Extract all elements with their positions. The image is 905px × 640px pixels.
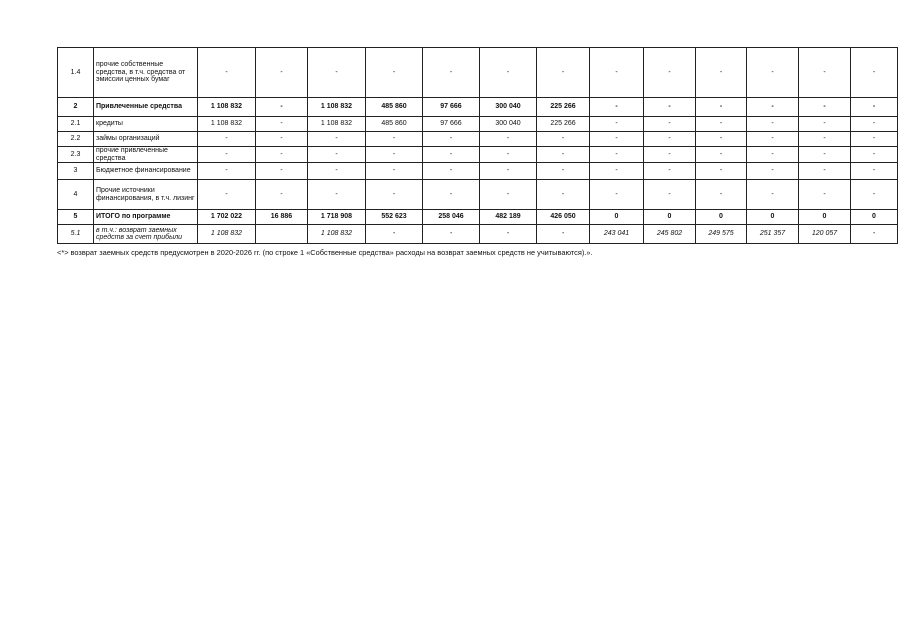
value-cell: -	[799, 163, 851, 180]
table-row	[58, 132, 898, 147]
value-cell: 251 357	[747, 225, 799, 244]
value-cell: -	[366, 147, 423, 163]
value-cell: -	[590, 180, 644, 210]
value-cell	[256, 225, 308, 244]
value-cell: -	[644, 98, 696, 117]
value-cell: -	[747, 132, 799, 147]
value-cell: 482 189	[480, 210, 537, 225]
value-cell: -	[644, 117, 696, 132]
value-cell: 225 266	[537, 117, 590, 132]
value-cell: -	[799, 132, 851, 147]
value-cell: -	[696, 147, 747, 163]
value-cell: -	[644, 132, 696, 147]
value-cell: -	[851, 180, 898, 210]
value-cell: -	[537, 48, 590, 98]
value-cell: -	[696, 132, 747, 147]
value-cell: -	[644, 48, 696, 98]
value-cell: -	[644, 180, 696, 210]
value-cell: -	[366, 163, 423, 180]
value-cell: -	[256, 163, 308, 180]
row-number: 1.4	[58, 48, 94, 98]
value-cell: -	[198, 147, 256, 163]
row-number: 4	[58, 180, 94, 210]
value-cell: -	[256, 147, 308, 163]
value-cell: -	[851, 225, 898, 244]
value-cell: -	[590, 132, 644, 147]
value-cell: 1 108 832	[308, 98, 366, 117]
value-cell: -	[747, 180, 799, 210]
value-cell: -	[198, 132, 256, 147]
value-cell: 0	[644, 210, 696, 225]
value-cell: 426 050	[537, 210, 590, 225]
value-cell: -	[480, 147, 537, 163]
value-cell: 243 041	[590, 225, 644, 244]
value-cell: -	[590, 48, 644, 98]
value-cell: -	[423, 48, 480, 98]
value-cell: -	[644, 147, 696, 163]
value-cell: -	[590, 147, 644, 163]
value-cell: 0	[696, 210, 747, 225]
row-number: 2.3	[58, 147, 94, 163]
value-cell: -	[423, 180, 480, 210]
value-cell: -	[423, 147, 480, 163]
value-cell: -	[537, 225, 590, 244]
table-row	[58, 98, 898, 117]
value-cell: -	[799, 180, 851, 210]
row-name: Бюджетное финансирование	[94, 163, 198, 180]
value-cell: 258 046	[423, 210, 480, 225]
value-cell: 0	[747, 210, 799, 225]
value-cell: -	[480, 180, 537, 210]
value-cell: -	[799, 98, 851, 117]
value-cell: -	[851, 147, 898, 163]
row-number: 5.1	[58, 225, 94, 244]
value-cell: -	[308, 132, 366, 147]
value-cell: -	[480, 225, 537, 244]
value-cell: -	[256, 48, 308, 98]
value-cell: -	[747, 98, 799, 117]
value-cell: -	[696, 98, 747, 117]
value-cell: -	[799, 147, 851, 163]
value-cell: -	[696, 117, 747, 132]
value-cell: -	[308, 48, 366, 98]
table-row	[58, 225, 898, 244]
value-cell: -	[423, 163, 480, 180]
row-number: 2	[58, 98, 94, 117]
value-cell: -	[851, 163, 898, 180]
value-cell: 1 718 908	[308, 210, 366, 225]
value-cell: -	[480, 132, 537, 147]
row-name: прочие привлеченные средства	[94, 147, 198, 163]
value-cell: -	[590, 163, 644, 180]
value-cell: 300 040	[480, 117, 537, 132]
value-cell: -	[366, 225, 423, 244]
value-cell: -	[198, 163, 256, 180]
value-cell: 485 860	[366, 98, 423, 117]
financing-table	[57, 47, 898, 244]
value-cell: -	[590, 117, 644, 132]
value-cell: -	[747, 147, 799, 163]
value-cell: 0	[851, 210, 898, 225]
value-cell: 245 802	[644, 225, 696, 244]
value-cell: -	[256, 132, 308, 147]
value-cell: -	[308, 147, 366, 163]
value-cell: -	[696, 48, 747, 98]
value-cell: -	[851, 117, 898, 132]
table-row	[58, 147, 898, 163]
value-cell: 120 057	[799, 225, 851, 244]
financing-table-body	[58, 48, 898, 244]
value-cell: -	[851, 98, 898, 117]
row-name: ИТОГО по программе	[94, 210, 198, 225]
value-cell: 1 108 832	[198, 117, 256, 132]
value-cell: 97 666	[423, 98, 480, 117]
value-cell: -	[480, 48, 537, 98]
row-name: прочие собственные средства, в т.ч. средства от эмиссии ценных бумаг	[94, 48, 198, 98]
value-cell: -	[799, 48, 851, 98]
row-name: кредиты	[94, 117, 198, 132]
value-cell: 1 108 832	[308, 225, 366, 244]
value-cell: -	[644, 163, 696, 180]
value-cell: -	[747, 163, 799, 180]
row-number: 3	[58, 163, 94, 180]
value-cell: -	[696, 163, 747, 180]
row-name: Привлеченные средства	[94, 98, 198, 117]
value-cell: 1 108 832	[198, 225, 256, 244]
value-cell: -	[480, 163, 537, 180]
value-cell: 0	[799, 210, 851, 225]
value-cell: -	[799, 117, 851, 132]
value-cell: -	[851, 132, 898, 147]
value-cell: 225 266	[537, 98, 590, 117]
row-number: 2.2	[58, 132, 94, 147]
value-cell: 16 886	[256, 210, 308, 225]
row-name: в т.ч.: возврат заемных средств за счет прибыли	[94, 225, 198, 244]
value-cell: -	[256, 180, 308, 210]
value-cell: -	[198, 180, 256, 210]
table-row	[58, 180, 898, 210]
value-cell: -	[537, 132, 590, 147]
value-cell: -	[423, 132, 480, 147]
value-cell: -	[256, 98, 308, 117]
value-cell: -	[747, 48, 799, 98]
table-row	[58, 117, 898, 132]
row-name: Прочие источники финансирования, в т.ч. лизинг	[94, 180, 198, 210]
value-cell: 249 575	[696, 225, 747, 244]
row-name: займы организаций	[94, 132, 198, 147]
footnote: <*> возврат заемных средств предусмотрен в 2020-2026 гг. (по строке 1 «Собственные средства» расходы на возврат заемных средств не учитываются).».	[57, 248, 593, 257]
value-cell: 300 040	[480, 98, 537, 117]
row-number: 5	[58, 210, 94, 225]
table-row	[58, 48, 898, 98]
value-cell: -	[423, 225, 480, 244]
value-cell: 1 108 832	[308, 117, 366, 132]
value-cell: -	[366, 180, 423, 210]
value-cell: 0	[590, 210, 644, 225]
value-cell: 1 108 832	[198, 98, 256, 117]
value-cell: -	[851, 48, 898, 98]
table-row	[58, 163, 898, 180]
value-cell: -	[256, 117, 308, 132]
value-cell: 552 623	[366, 210, 423, 225]
value-cell: 97 666	[423, 117, 480, 132]
value-cell: -	[366, 48, 423, 98]
value-cell: -	[590, 98, 644, 117]
value-cell: -	[537, 163, 590, 180]
value-cell: -	[308, 180, 366, 210]
value-cell: -	[747, 117, 799, 132]
value-cell: -	[198, 48, 256, 98]
value-cell: 1 702 022	[198, 210, 256, 225]
row-number: 2.1	[58, 117, 94, 132]
value-cell: -	[696, 180, 747, 210]
value-cell: -	[537, 180, 590, 210]
value-cell: -	[308, 163, 366, 180]
value-cell: 485 860	[366, 117, 423, 132]
table-row	[58, 210, 898, 225]
value-cell: -	[537, 147, 590, 163]
value-cell: -	[366, 132, 423, 147]
